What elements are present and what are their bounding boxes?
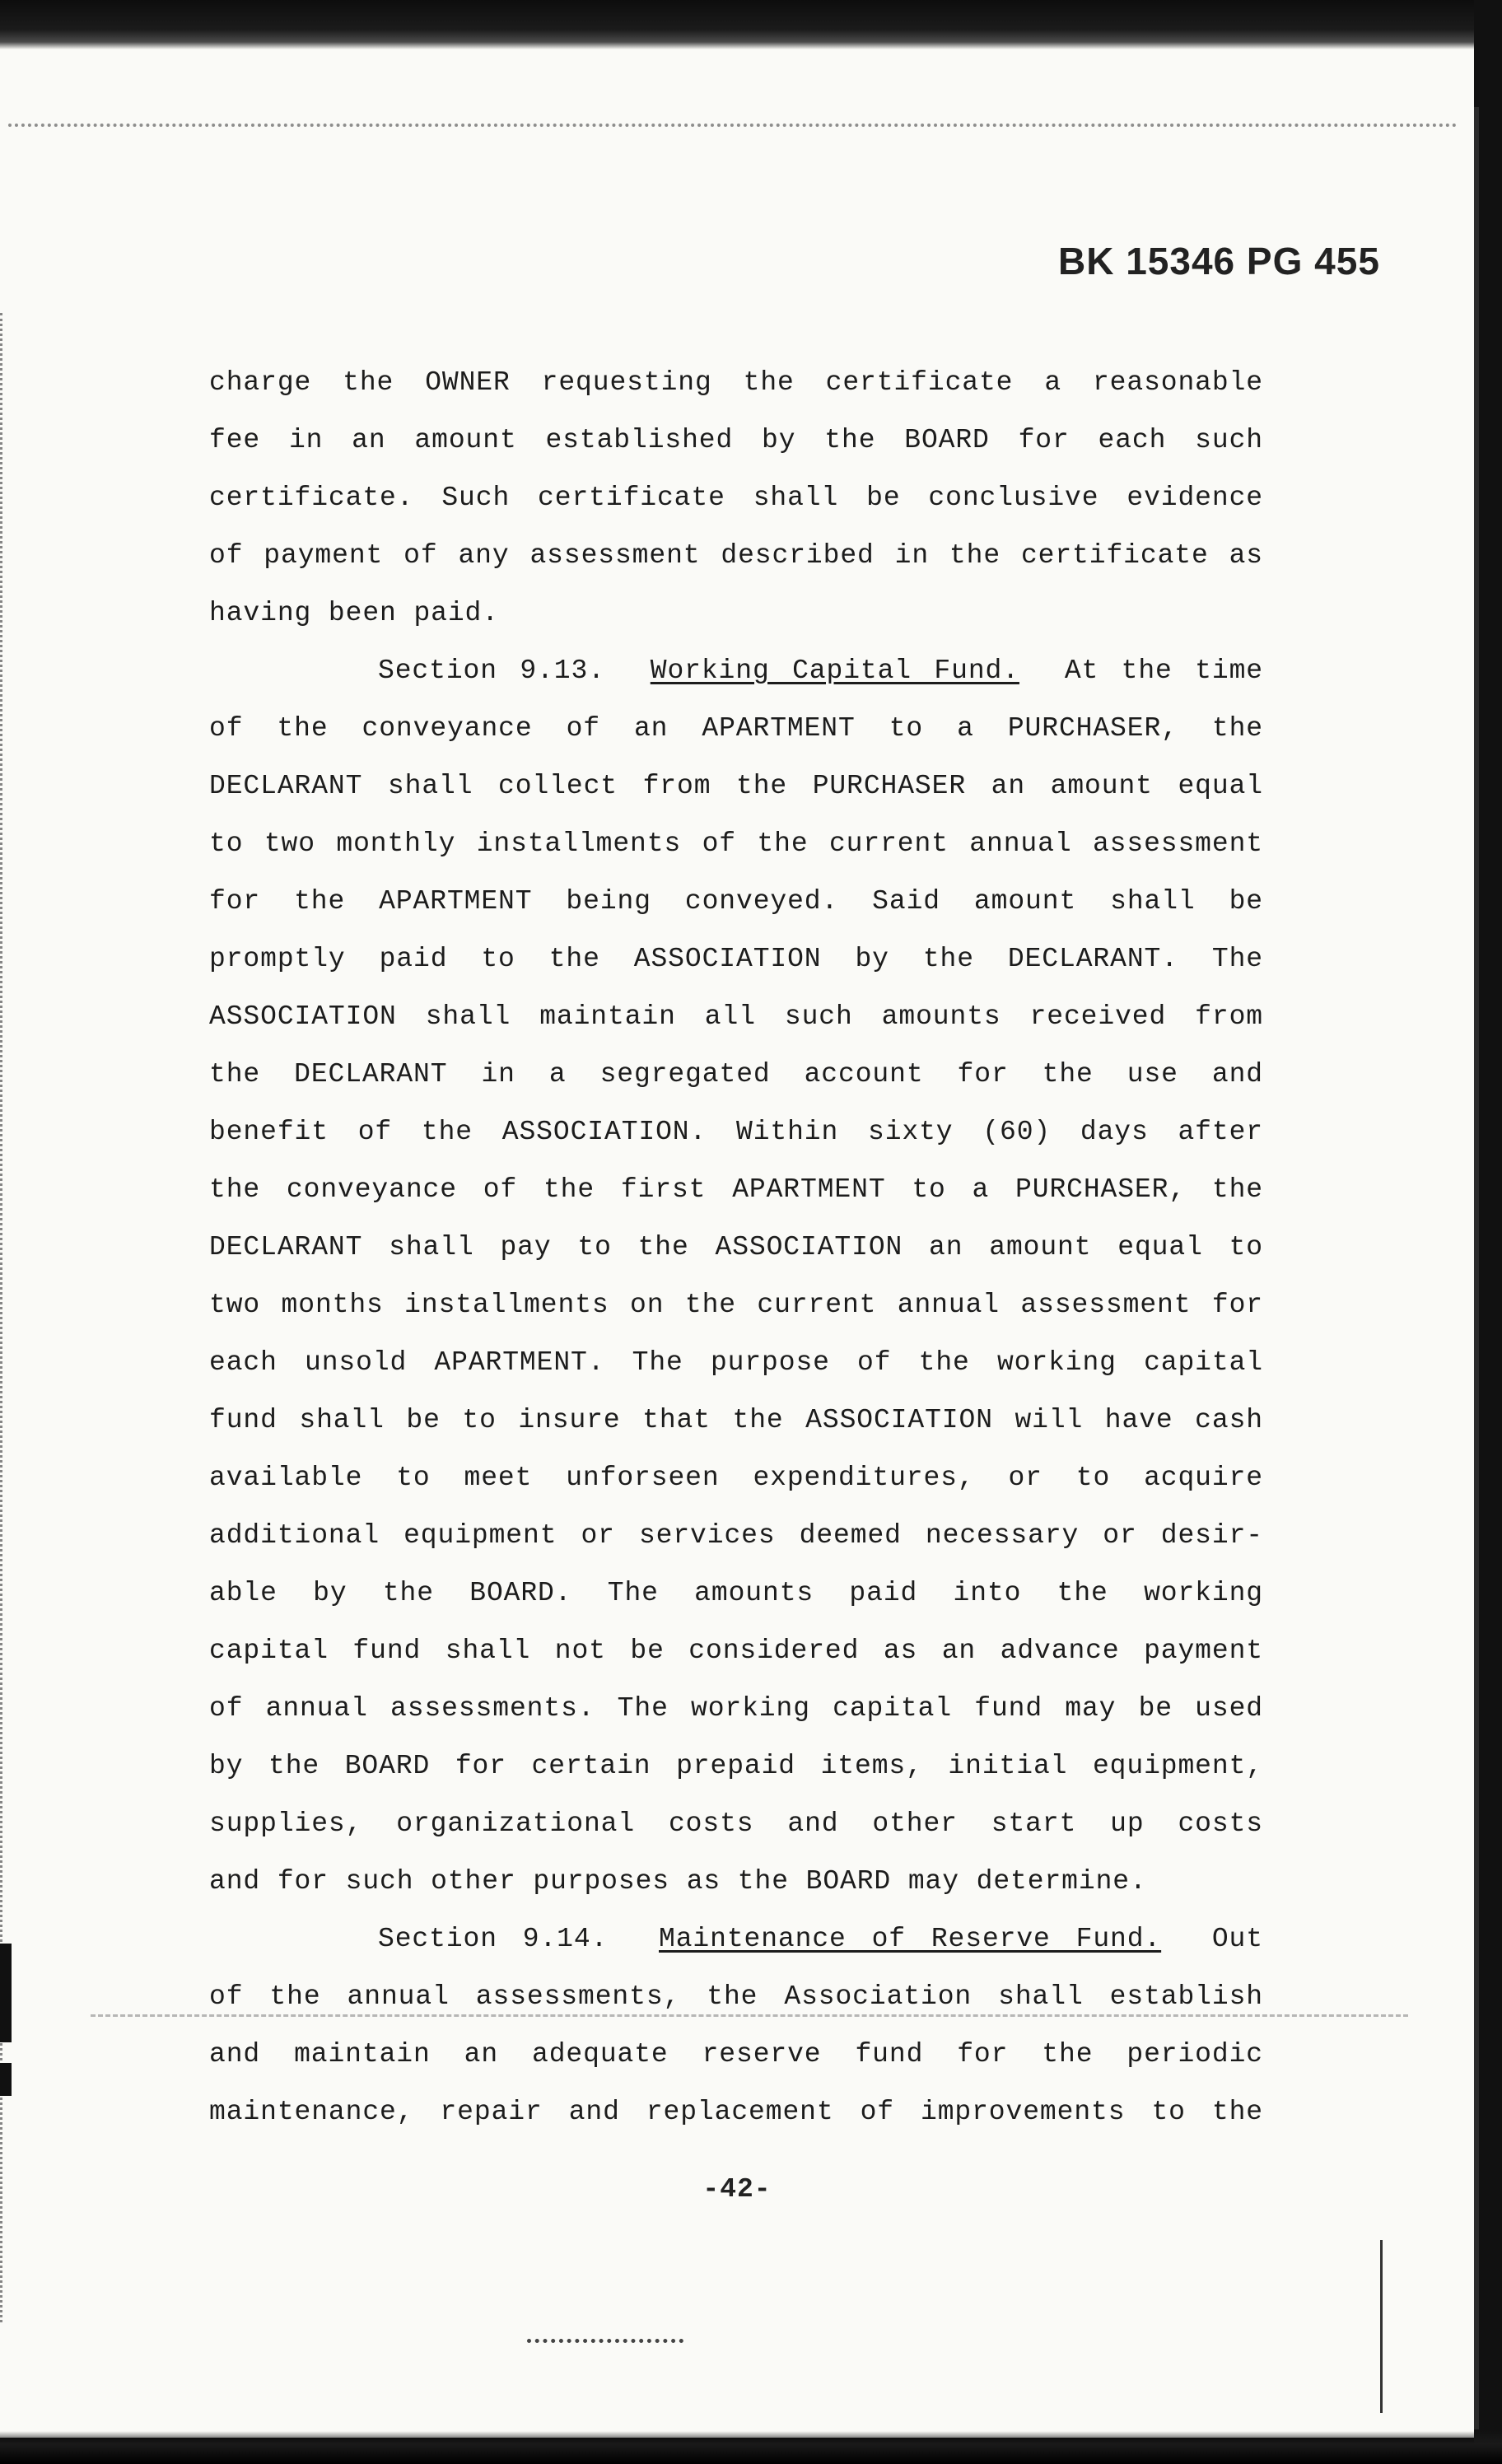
text-line: certificate. Such certificate shall be conclusive evidence [209,483,1263,513]
section-number: Section 9.13. [378,656,605,686]
paragraph-certificate [209,354,1263,642]
scan-mark-left [0,1944,12,2042]
text-line: for the APARTMENT being conveyed. Said amount shall be [209,886,1263,917]
scan-edge-top [0,0,1502,49]
text-line: promptly paid to the ASSOCIATION by the DECLARANT. The [209,944,1263,974]
section-number: Section 9.14. [378,1924,609,1954]
section-9-14 [209,1911,1263,2141]
text-line: the DECLARANT in a segregated account for the use and [209,1059,1263,1090]
text-line: able by the BOARD. The amounts paid into the working [209,1578,1263,1608]
text-line: two months installments on the current annual assessment for [209,1290,1263,1320]
text-fragment: At the time [1064,656,1263,686]
text-line: capital fund shall not be considered as an advance payment [209,1636,1263,1666]
text-line: fee in an amount established by the BOARD for each such [209,425,1263,455]
scan-speckle-bottom [527,2339,683,2343]
text-line: benefit of the ASSOCIATION. Within sixty (60) days after [209,1117,1263,1147]
text-line: each unsold APARTMENT. The purpose of the working capital [209,1347,1263,1378]
text-line: DECLARANT shall pay to the ASSOCIATION an amount equal to [209,1232,1263,1262]
text-line: the conveyance of the first APARTMENT to a PURCHASER, the [209,1174,1263,1205]
section-heading-line [209,642,1263,700]
scan-noise-mid [91,2014,1408,2017]
scan-noise-top [8,124,1458,127]
text-line: ASSOCIATION shall maintain all such amounts received from [209,1001,1263,1032]
text-line: DECLARANT shall collect from the PURCHASER an amount equal [209,771,1263,801]
scan-edge-bottom [0,2431,1502,2464]
text-line: additional equipment or services deemed necessary or desir- [209,1520,1263,1551]
text-line: of the annual assessments, the Association shall establish [209,1981,1263,2012]
text-fragment: Out [1211,1924,1263,1954]
text-line: fund shall be to insure that the ASSOCIATION will have cash [209,1405,1263,1435]
text-line: supplies, organizational costs and other start up costs [209,1808,1263,1839]
text-line: of the conveyance of an APARTMENT to a PURCHASER, the [209,713,1263,744]
text-line: of payment of any assessment described in the certificate as [209,540,1263,571]
text-line: by the BOARD for certain prepaid items, initial equipment, [209,1751,1263,1781]
scan-edge-right [1474,0,1502,2464]
text-line: maintenance, repair and replacement of improvements to the [209,2097,1263,2127]
section-title: Maintenance of Reserve Fund. [659,1924,1162,1954]
text-line: available to meet unforseen expenditures, or to acquire [209,1463,1263,1493]
text-line: of annual assessments. The working capital fund may be used [209,1693,1263,1724]
text-line: and for such other purposes as the BOARD may determine. [209,1866,1147,1897]
text-line: having been paid. [209,598,499,628]
scan-mark-right [1380,2240,1383,2413]
section-title: Working Capital Fund. [650,656,1019,686]
section-9-13 [209,642,1263,1911]
book-page-reference: BK 15346 PG 455 [1058,240,1380,282]
scan-mark-left-small [0,2063,12,2096]
section-heading-line [209,1911,1263,1968]
page-number: -42- [702,2174,772,2205]
text-line: to two monthly installments of the current annual assessment [209,828,1263,859]
text-line: charge the OWNER requesting the certificate a reasonable [209,367,1263,398]
text-line: and maintain an adequate reserve fund for the periodic [209,2039,1263,2070]
document-body [209,354,1263,2141]
